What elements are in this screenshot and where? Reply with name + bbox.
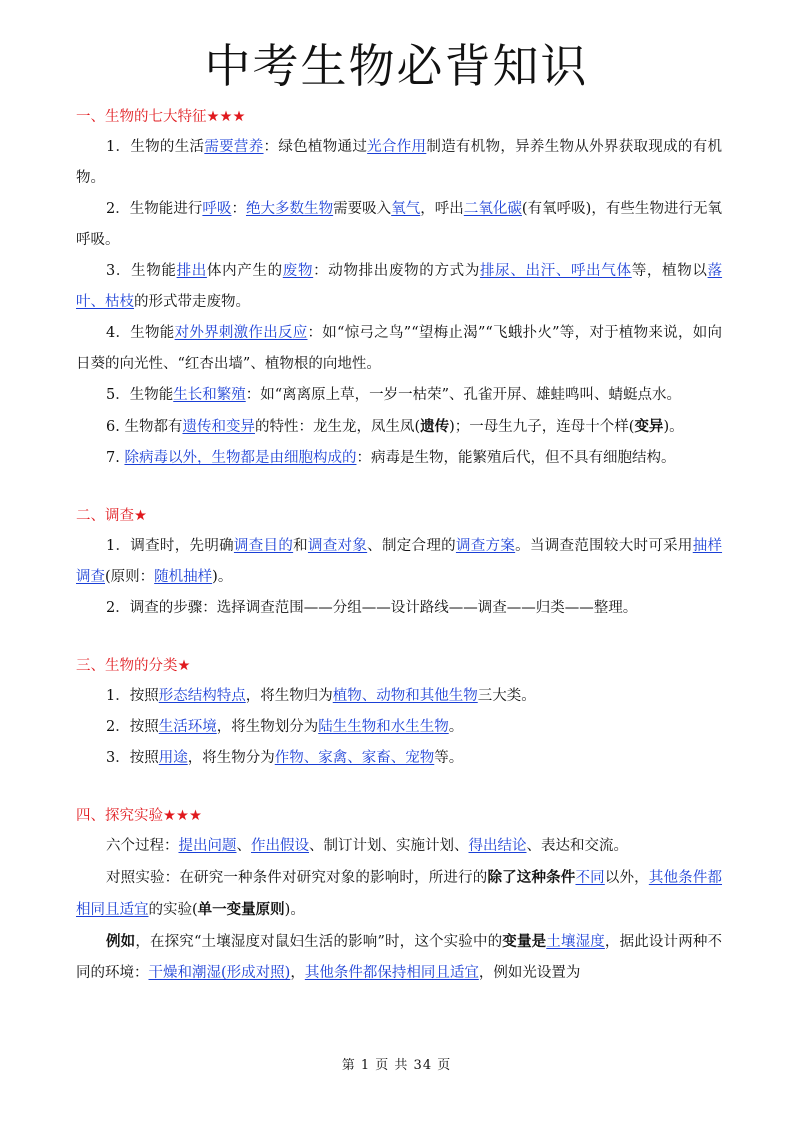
paragraph-4-3 — [76, 926, 722, 989]
key-term: 调查方案 — [455, 538, 516, 554]
paragraph-1-7 — [76, 443, 722, 474]
paragraph-2-1 — [76, 531, 722, 593]
key-term: 生长和繁殖 — [173, 387, 246, 403]
paragraph-1-5 — [76, 380, 722, 411]
paragraph-1-1 — [76, 132, 722, 194]
paragraph-1-3 — [76, 256, 722, 318]
key-term: 形态结构特点 — [158, 688, 246, 704]
key-term: 其他条件都保持相同且适宜 — [304, 965, 479, 981]
text: 。当调查范围较大时可采用 — [515, 538, 693, 554]
key-term: 落叶、枯枝 — [76, 263, 723, 310]
key-term: 二氧化碳 — [463, 201, 522, 217]
key-term: 排出 — [176, 263, 207, 279]
key-term: 氧气 — [391, 201, 421, 217]
text: ，将生物划分为 — [216, 719, 319, 735]
key-term: 其他条件都相同且适宜 — [76, 870, 723, 918]
paragraph-4-2 — [76, 862, 722, 926]
text: ，例如光设置为 — [478, 965, 581, 981]
key-term: 提出问题 — [178, 838, 237, 854]
key-term: 排尿、出汗、呼出气体 — [480, 263, 632, 279]
key-term: 废物 — [282, 263, 314, 279]
paragraph-3-3 — [76, 743, 722, 774]
text: 等。 — [434, 750, 464, 766]
text: ，据此设计两种不同的环境： — [76, 934, 723, 981]
text: 体内产生的 — [206, 263, 283, 279]
section-heading-1: 一、生物的七大特征★★★ — [76, 109, 246, 125]
text: 3．生物能 — [106, 263, 177, 279]
text: 需要吸入 — [333, 201, 392, 217]
key-term: 光合作用 — [367, 139, 427, 155]
section-heading-2: 二、调查★ — [76, 508, 147, 524]
key-term: 绝大多数生物 — [245, 201, 334, 217]
key-term: 调查对象 — [307, 538, 368, 554]
text: 、 — [236, 838, 251, 854]
text: (有氧呼吸)，有些生物进行无氧呼吸。 — [76, 201, 723, 248]
text: )。 — [212, 569, 233, 585]
key-term: 呼吸 — [202, 201, 232, 217]
text: )；一母生九子，连母十个样( — [449, 419, 635, 435]
text: 2．按照 — [106, 719, 159, 735]
key-term: 不同 — [575, 870, 605, 886]
text: 、表达和交流。 — [526, 838, 628, 854]
text: 等，植物以 — [631, 263, 708, 279]
text: ： — [231, 201, 246, 217]
section-gap — [76, 474, 722, 505]
key-term: 用途 — [158, 750, 188, 766]
section-heading-3: 三、生物的分类★ — [76, 658, 191, 674]
bold-term: 例如 — [106, 933, 136, 950]
text: 4．生物能 — [106, 325, 175, 341]
key-term: 得出结论 — [468, 838, 527, 854]
text: 和 — [293, 538, 308, 554]
text: 六个过程： — [106, 838, 179, 854]
section-gap — [76, 774, 722, 805]
text: 6. 生物都有 — [106, 419, 183, 435]
text: ， — [290, 965, 305, 981]
text: 的特性：龙生龙，凤生凤( — [254, 419, 421, 435]
text: ：绿色植物通过 — [263, 139, 368, 155]
text: ：病毒是生物，能繁殖后代，但不具有细胞结构。 — [356, 450, 676, 466]
key-term: 植物、动物和其他生物 — [332, 688, 478, 704]
text: 1．调查时，先明确 — [106, 538, 234, 554]
text: 对照实验：在研究一种条件对研究对象的影响时，所进行的 — [106, 870, 488, 886]
text: ：如“惊弓之鸟”“望梅止渴”“飞蛾扑火”等，对于植物来说，如向日葵的向光性、“红杏出墙”、植物根的向地性。 — [76, 325, 722, 372]
key-term: 除病毒以外，生物都是由细胞构成的 — [124, 450, 357, 466]
section-heading-4: 四、探究实验★★★ — [76, 808, 202, 824]
section-gap — [76, 624, 722, 655]
key-term: 干燥和潮湿(形成对照) — [148, 965, 291, 981]
text: )。 — [663, 419, 684, 435]
text: 5．生物能 — [106, 387, 174, 403]
bold-term: 除了这种条件 — [487, 869, 576, 886]
bold-term: 单一变量原则 — [197, 901, 285, 918]
paragraph-1-4 — [76, 318, 722, 380]
text: ，在探究“土壤湿度对鼠妇生活的影响”时，这个实验中的 — [135, 934, 503, 950]
key-term: 生活环境 — [158, 719, 217, 735]
paragraph-4-1 — [76, 831, 722, 862]
key-term: 对外界刺激作出反应 — [174, 325, 308, 341]
text: ，将生物归为 — [245, 688, 333, 704]
text: ：如“离离原上草，一岁一枯荣”、孔雀开屏、雄蛙鸣叫、蜻蜓点水。 — [245, 387, 682, 403]
key-term: 作出假设 — [251, 838, 309, 854]
text: 1．生物的生活 — [106, 139, 205, 155]
text: 的形式带走废物。 — [134, 294, 250, 310]
paragraph-1-2 — [76, 194, 722, 256]
bold-term: 变量是 — [502, 933, 547, 950]
text: 3．按照 — [106, 750, 159, 766]
key-term: 需要营养 — [204, 139, 264, 155]
paragraph-3-1 — [76, 681, 722, 712]
text: 三大类。 — [477, 688, 536, 704]
text: 、制订计划、实施计划、 — [309, 838, 469, 854]
text: ，将生物分为 — [187, 750, 275, 766]
paragraph-2-2 — [76, 593, 722, 624]
key-term: 作物、家禽、家畜、宠物 — [274, 750, 435, 766]
key-term: 抽样调查 — [76, 538, 723, 585]
key-term: 随机抽样 — [154, 569, 213, 585]
text: (原则： — [105, 569, 155, 585]
text: 2．调查的步骤：选择调查范围——分组——设计路线——调查——归类——整理。 — [106, 600, 638, 616]
text: ：动物排出废物的方式为 — [313, 263, 480, 279]
key-term: 土壤湿度 — [546, 934, 605, 950]
text: 的实验( — [148, 902, 198, 918]
key-term: 陆生生物和水生生物 — [318, 719, 449, 735]
key-term: 遗传和变异 — [182, 419, 255, 435]
document-body — [76, 106, 722, 989]
text: 、制定合理的 — [367, 538, 456, 554]
bold-term: 变异 — [634, 418, 664, 435]
paragraph-1-6 — [76, 411, 722, 443]
text: 1．按照 — [106, 688, 159, 704]
key-term: 调查目的 — [233, 538, 294, 554]
text: )。 — [284, 902, 305, 918]
text: 以外， — [604, 870, 649, 886]
text: 2．生物能进行 — [106, 201, 203, 217]
text: 制造有机物，异养生物从外界获取现成的有机物。 — [76, 139, 723, 186]
page-number-footer: 第 1 页 共 34 页 — [341, 1058, 452, 1073]
page-title: 中考生物必背知识 — [204, 39, 589, 93]
paragraph-3-2 — [76, 712, 722, 743]
text: 。 — [448, 719, 464, 735]
bold-term: 遗传 — [420, 418, 450, 435]
text: ，呼出 — [420, 201, 464, 217]
text: 7. — [106, 450, 125, 466]
